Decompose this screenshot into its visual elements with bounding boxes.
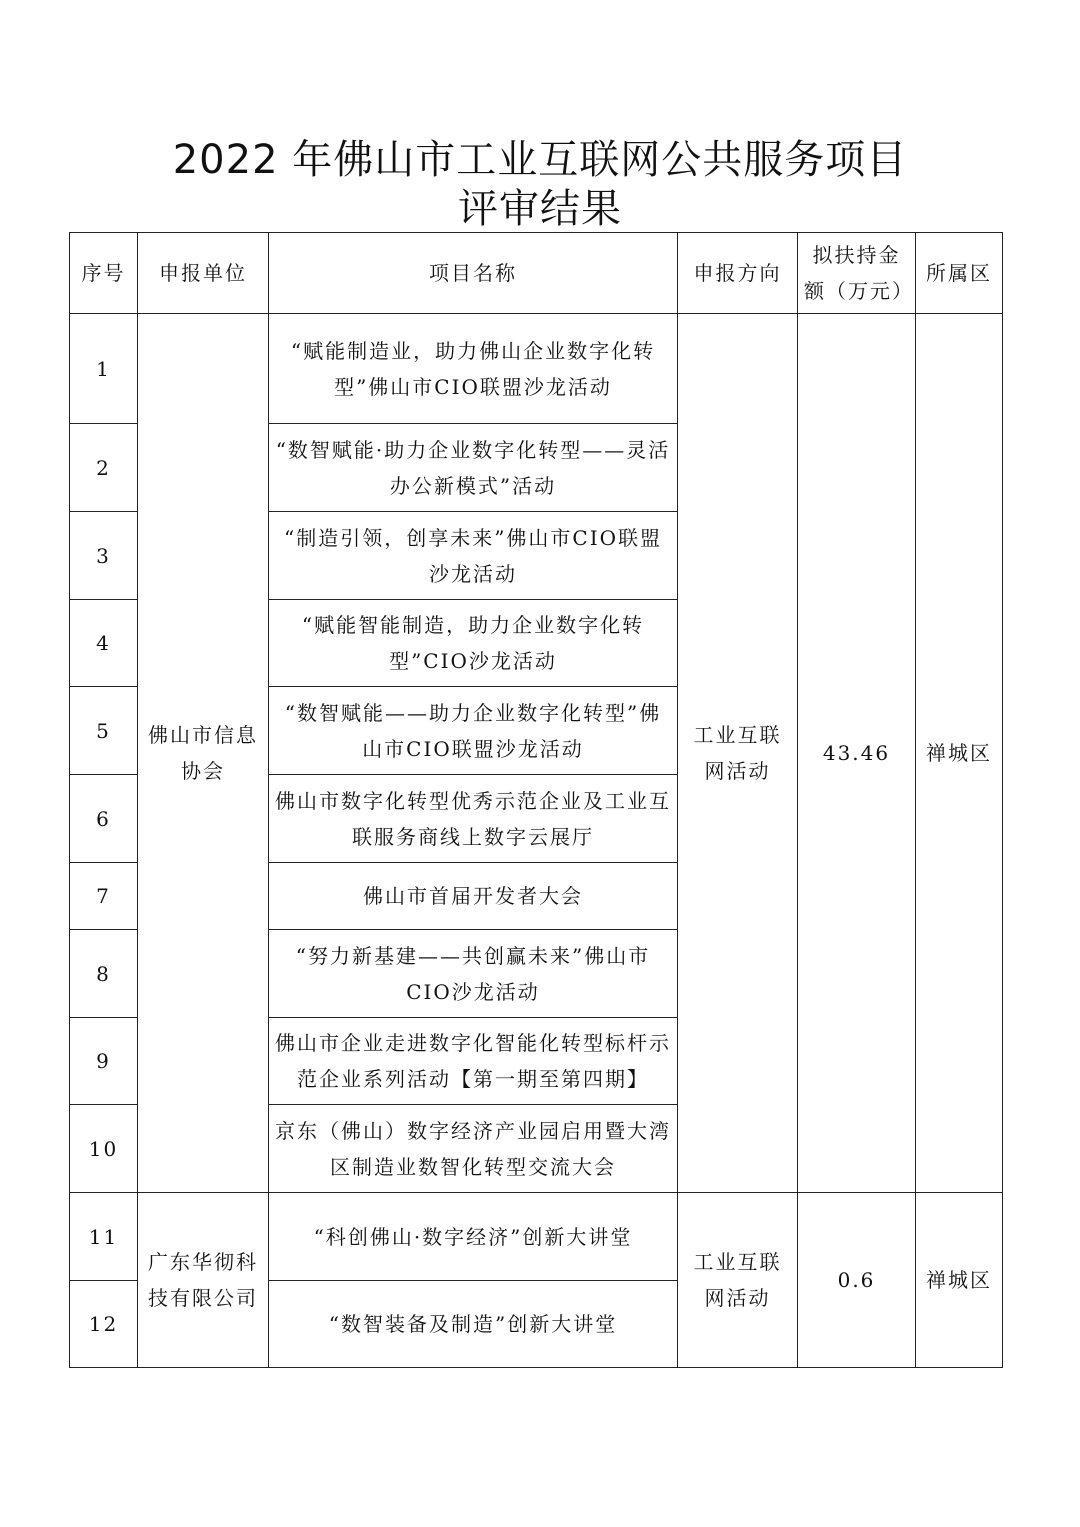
project-name: 佛山市企业走进数字化智能化转型标杆示范企业系列活动【第一期至第四期】 xyxy=(269,1018,678,1105)
document-title-line2: 评审结果 xyxy=(458,186,622,232)
row-seq: 7 xyxy=(70,863,138,930)
row-seq: 3 xyxy=(70,512,138,600)
header-seq: 序号 xyxy=(70,233,138,314)
project-name: 京东（佛山）数字经济产业园启用暨大湾区制造业数智化转型交流大会 xyxy=(269,1105,678,1193)
row-seq: 10 xyxy=(70,1105,138,1193)
project-name: “数智赋能·助力企业数字化转型——灵活办公新模式”活动 xyxy=(269,424,678,512)
row-seq: 6 xyxy=(70,775,138,863)
district: 禅城区 xyxy=(916,314,1003,1193)
applicant-unit: 佛山市信息协会 xyxy=(138,314,269,1193)
applicant-unit: 广东华彻科技有限公司 xyxy=(138,1193,269,1368)
support-amount: 43.46 xyxy=(798,314,916,1193)
project-name: “制造引领，创享未来”佛山市CIO联盟沙龙活动 xyxy=(269,512,678,600)
header-amount: 拟扶持金额（万元） xyxy=(798,233,916,314)
row-seq: 2 xyxy=(70,424,138,512)
project-name: “赋能智能制造，助力企业数字化转型”CIO沙龙活动 xyxy=(269,600,678,687)
project-name: 佛山市数字化转型优秀示范企业及工业互联服务商线上数字云展厅 xyxy=(269,775,678,863)
district: 禅城区 xyxy=(916,1193,1003,1368)
apply-direction: 工业互联网活动 xyxy=(678,1193,798,1368)
header-project: 项目名称 xyxy=(269,233,678,314)
table-row xyxy=(70,1193,1003,1281)
row-seq: 1 xyxy=(70,314,138,424)
header-direction: 申报方向 xyxy=(678,233,798,314)
project-name: “赋能制造业，助力佛山企业数字化转型”佛山市CIO联盟沙龙活动 xyxy=(269,314,678,424)
row-seq: 4 xyxy=(70,600,138,687)
row-seq: 5 xyxy=(70,687,138,775)
project-name: “努力新基建——共创赢未来”佛山市CIO沙龙活动 xyxy=(269,930,678,1018)
project-name: “数智赋能——助力企业数字化转型”佛山市CIO联盟沙龙活动 xyxy=(269,687,678,775)
project-name: “数智装备及制造”创新大讲堂 xyxy=(269,1281,678,1368)
document-title-line1: 2022 年佛山市工业互联网公共服务项目 xyxy=(172,137,908,183)
project-name: “科创佛山·数字经济”创新大讲堂 xyxy=(269,1193,678,1281)
apply-direction: 工业互联网活动 xyxy=(678,314,798,1193)
header-district: 所属区 xyxy=(916,233,1003,314)
project-name: 佛山市首届开发者大会 xyxy=(269,863,678,930)
row-seq: 8 xyxy=(70,930,138,1018)
results-table xyxy=(69,232,1003,1368)
table-row xyxy=(70,314,1003,424)
row-seq: 12 xyxy=(70,1281,138,1368)
header-row xyxy=(70,233,1003,314)
header-unit: 申报单位 xyxy=(138,233,269,314)
row-seq: 9 xyxy=(70,1018,138,1105)
row-seq: 11 xyxy=(70,1193,138,1281)
support-amount: 0.6 xyxy=(798,1193,916,1368)
